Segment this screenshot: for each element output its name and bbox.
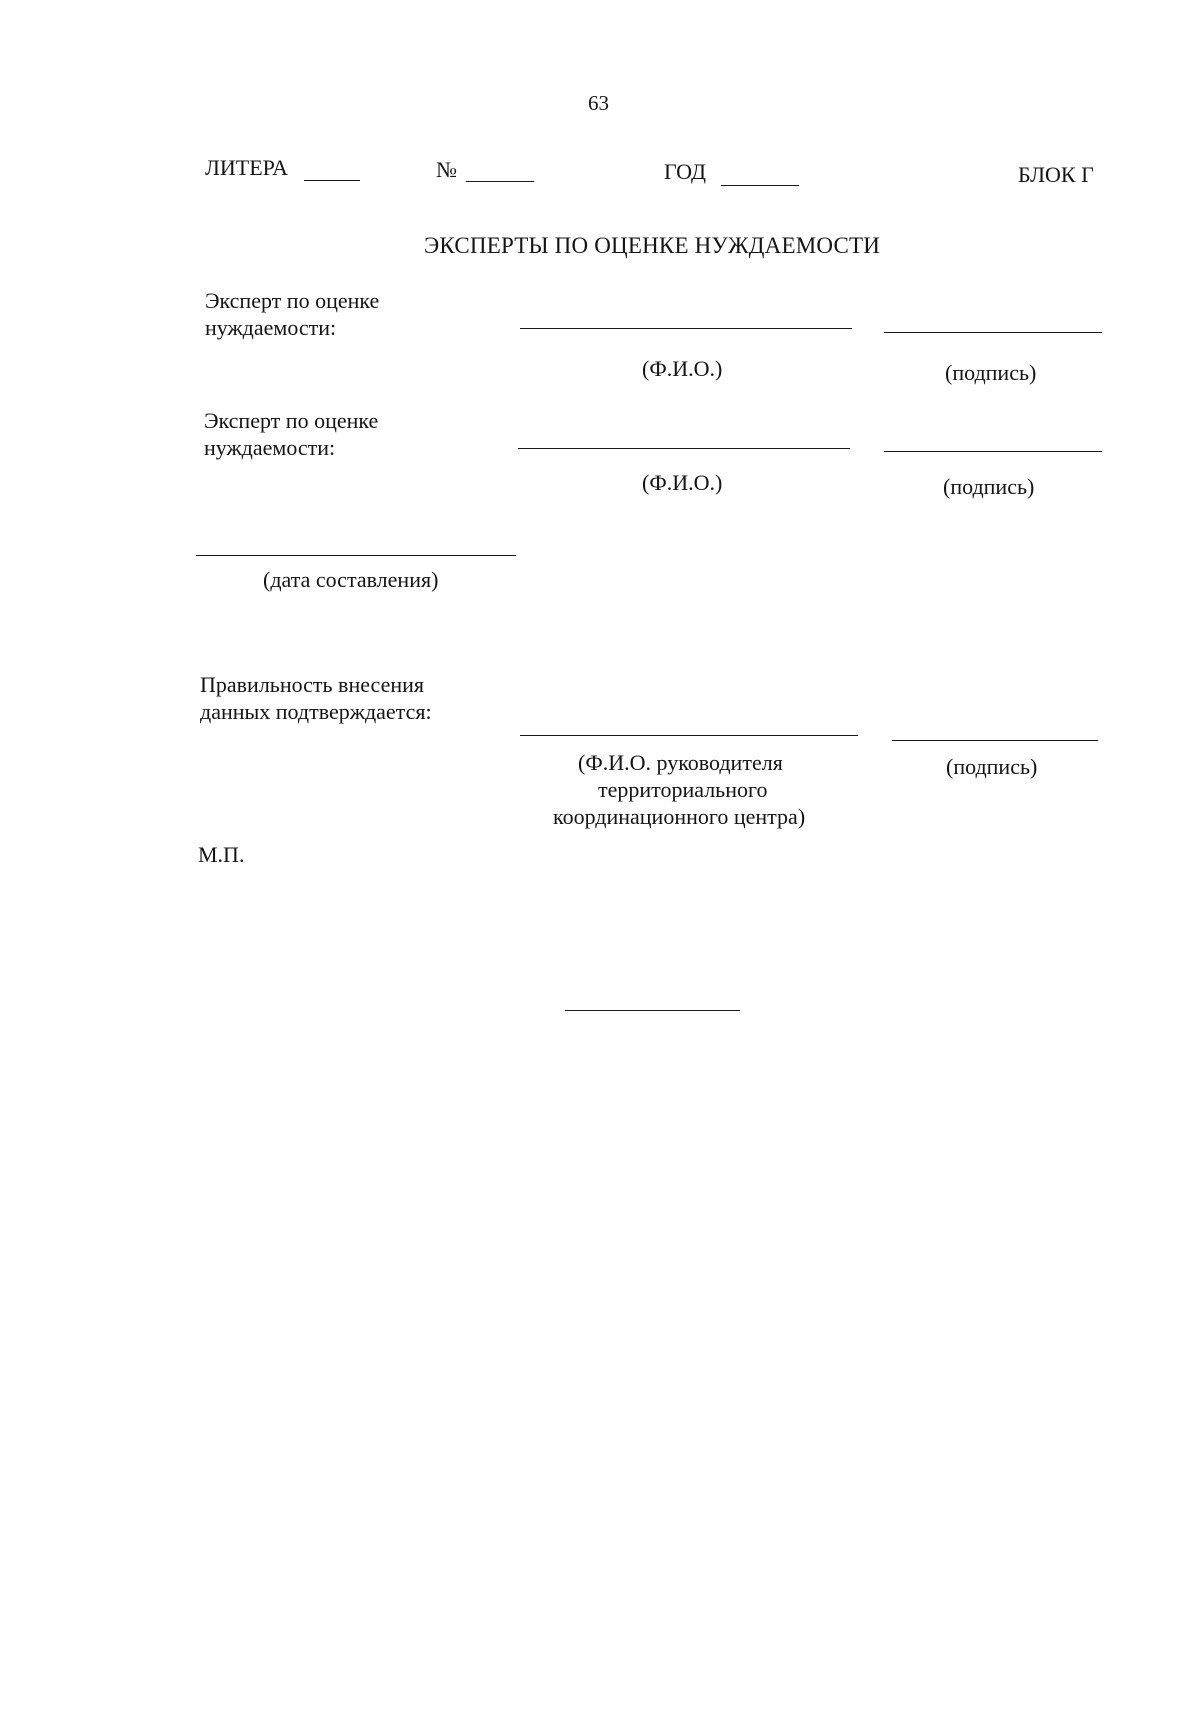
end-divider-line [565, 1010, 740, 1011]
expert-1-label-line1: Эксперт по оценке [205, 288, 380, 313]
year-blank-line [721, 185, 799, 186]
page-number: 63 [588, 91, 609, 115]
confirmation-signature-caption: (подпись) [946, 754, 1038, 779]
expert-2-label-line2: нуждаемости: [204, 435, 336, 460]
expert-1-name-caption: (Ф.И.О.) [642, 356, 723, 381]
number-blank-line [466, 181, 534, 182]
litera-label: ЛИТЕРА [205, 155, 288, 180]
expert-1-signature-caption: (подпись) [945, 360, 1037, 385]
expert-2-signature-line [884, 451, 1102, 452]
confirmation-label-line1: Правильность внесения [200, 672, 424, 697]
expert-2-label-line1: Эксперт по оценке [204, 408, 379, 433]
litera-blank-line [304, 180, 360, 181]
expert-2-signature-caption: (подпись) [943, 474, 1035, 499]
stamp-label: М.П. [198, 842, 245, 867]
expert-2-name-line [518, 448, 850, 449]
expert-1-label-line2: нуждаемости: [205, 315, 337, 340]
expert-2-name-caption: (Ф.И.О.) [642, 470, 723, 495]
confirmation-name-caption-line3: координационного центра) [553, 804, 806, 829]
block-label: БЛОК Г [1018, 162, 1094, 187]
page-title: ЭКСПЕРТЫ ПО ОЦЕНКЕ НУЖДАЕМОСТИ [424, 233, 881, 258]
expert-1-signature-line [884, 332, 1102, 333]
date-line [196, 555, 516, 556]
confirmation-label-line2: данных подтверждается: [200, 699, 432, 724]
confirmation-name-caption-line2: территориального [598, 777, 768, 802]
year-label: ГОД [664, 159, 706, 184]
confirmation-name-line [520, 735, 858, 736]
confirmation-name-caption-line1: (Ф.И.О. руководителя [578, 750, 783, 775]
confirmation-signature-line [892, 740, 1098, 741]
number-label: № [436, 157, 457, 182]
expert-1-name-line [520, 328, 852, 329]
date-caption: (дата составления) [263, 567, 439, 592]
